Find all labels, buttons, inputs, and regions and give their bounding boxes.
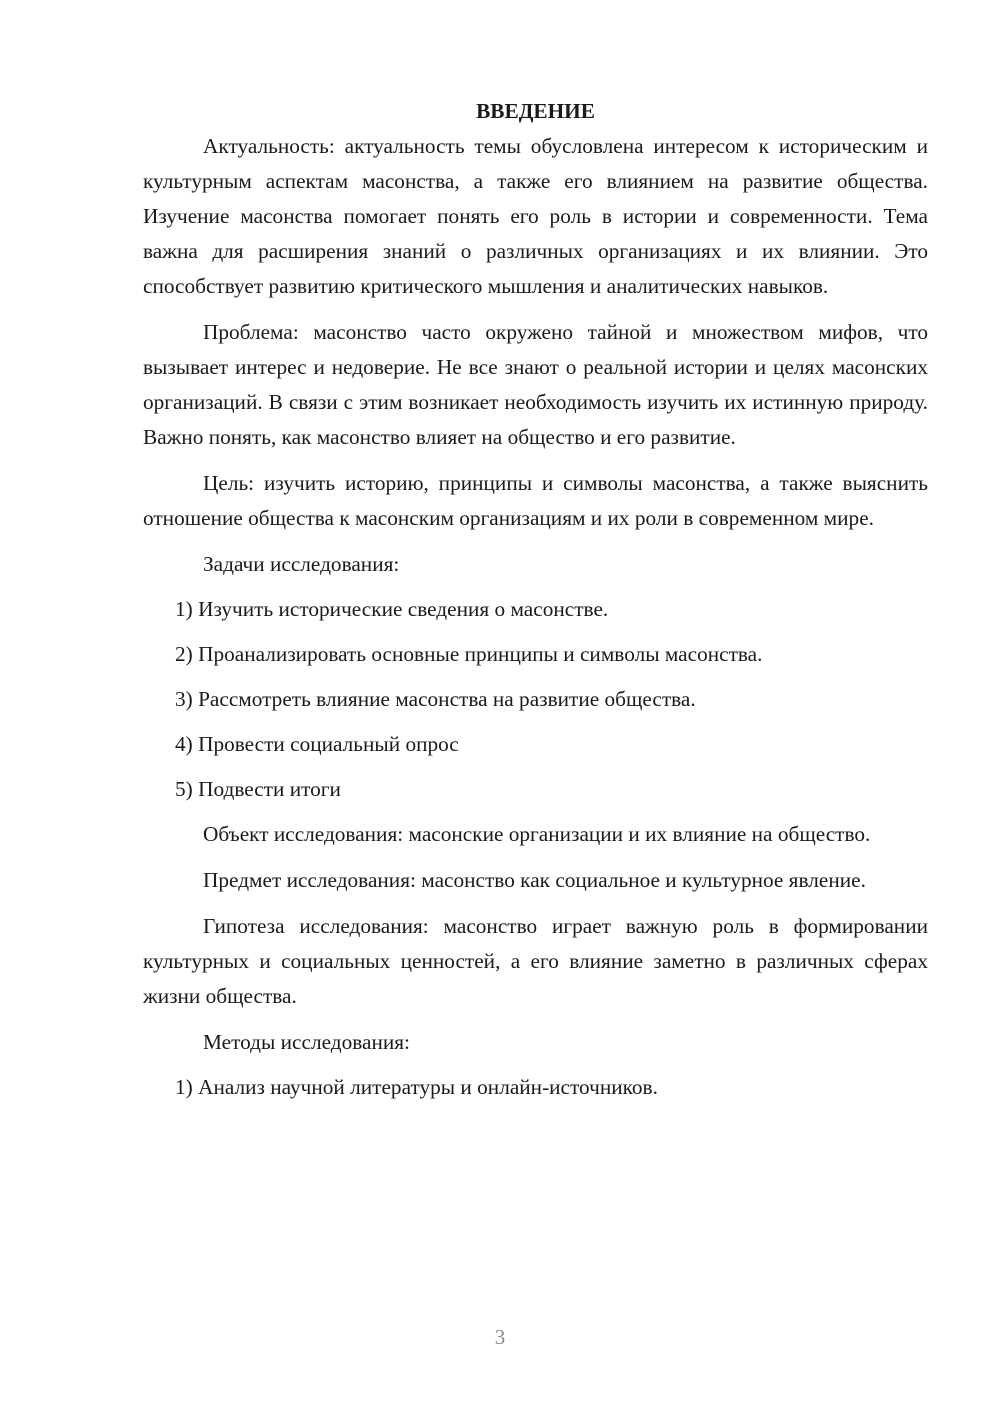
page-number: 3 — [494, 1325, 506, 1349]
problem-paragraph: Проблема: масонство часто окружено тайной и множеством мифов, что вызывает интерес и недоверие. Не все знают о реальной истории и целях масонских организаций. В связи с этим возникает необходимость изучить их истинную природу. Важно понять, как масонство влияет на общество и его развитие. — [143, 320, 928, 449]
methods-heading: Методы исследования: — [203, 1030, 410, 1054]
task-item: 5) Подвести итоги — [175, 777, 341, 801]
section-title: ВВЕДЕНИЕ — [476, 99, 595, 123]
subject-paragraph: Предмет исследования: масонство как социальное и культурное явление. — [203, 868, 866, 892]
object-paragraph: Объект исследования: масонские организации и их влияние на общество. — [203, 822, 871, 846]
hypothesis-paragraph: Гипотеза исследования: масонство играет важную роль в формировании культурных и социальных ценностей, а его влияние заметно в различных сферах жизни общества. — [143, 914, 928, 1008]
task-item: 3) Рассмотреть влияние масонства на развитие общества. — [175, 687, 696, 711]
task-item: 4) Провести социальный опрос — [175, 732, 459, 756]
document-page — [143, 94, 928, 1115]
tasks-heading: Задачи исследования: — [203, 552, 400, 576]
method-item: 1) Анализ научной литературы и онлайн-источников. — [175, 1075, 658, 1099]
task-item: 2) Проанализировать основные принципы и символы масонства. — [175, 642, 763, 666]
task-item: 1) Изучить исторические сведения о масонстве. — [175, 597, 609, 621]
relevance-paragraph: Актуальность: актуальность темы обусловлена интересом к историческим и культурным аспектам масонства, а также его влиянием на развитие общества. Изучение масонства помогает понять его роль в истории и современности. Тема важна для расширения знаний о различных организациях и их влиянии. Это способствует развитию критического мышления и аналитических навыков. — [143, 134, 928, 298]
goal-paragraph: Цель: изучить историю, принципы и символы масонства, а также выяснить отношение общества к масонским организациям и их роли в современном мире. — [143, 471, 928, 530]
